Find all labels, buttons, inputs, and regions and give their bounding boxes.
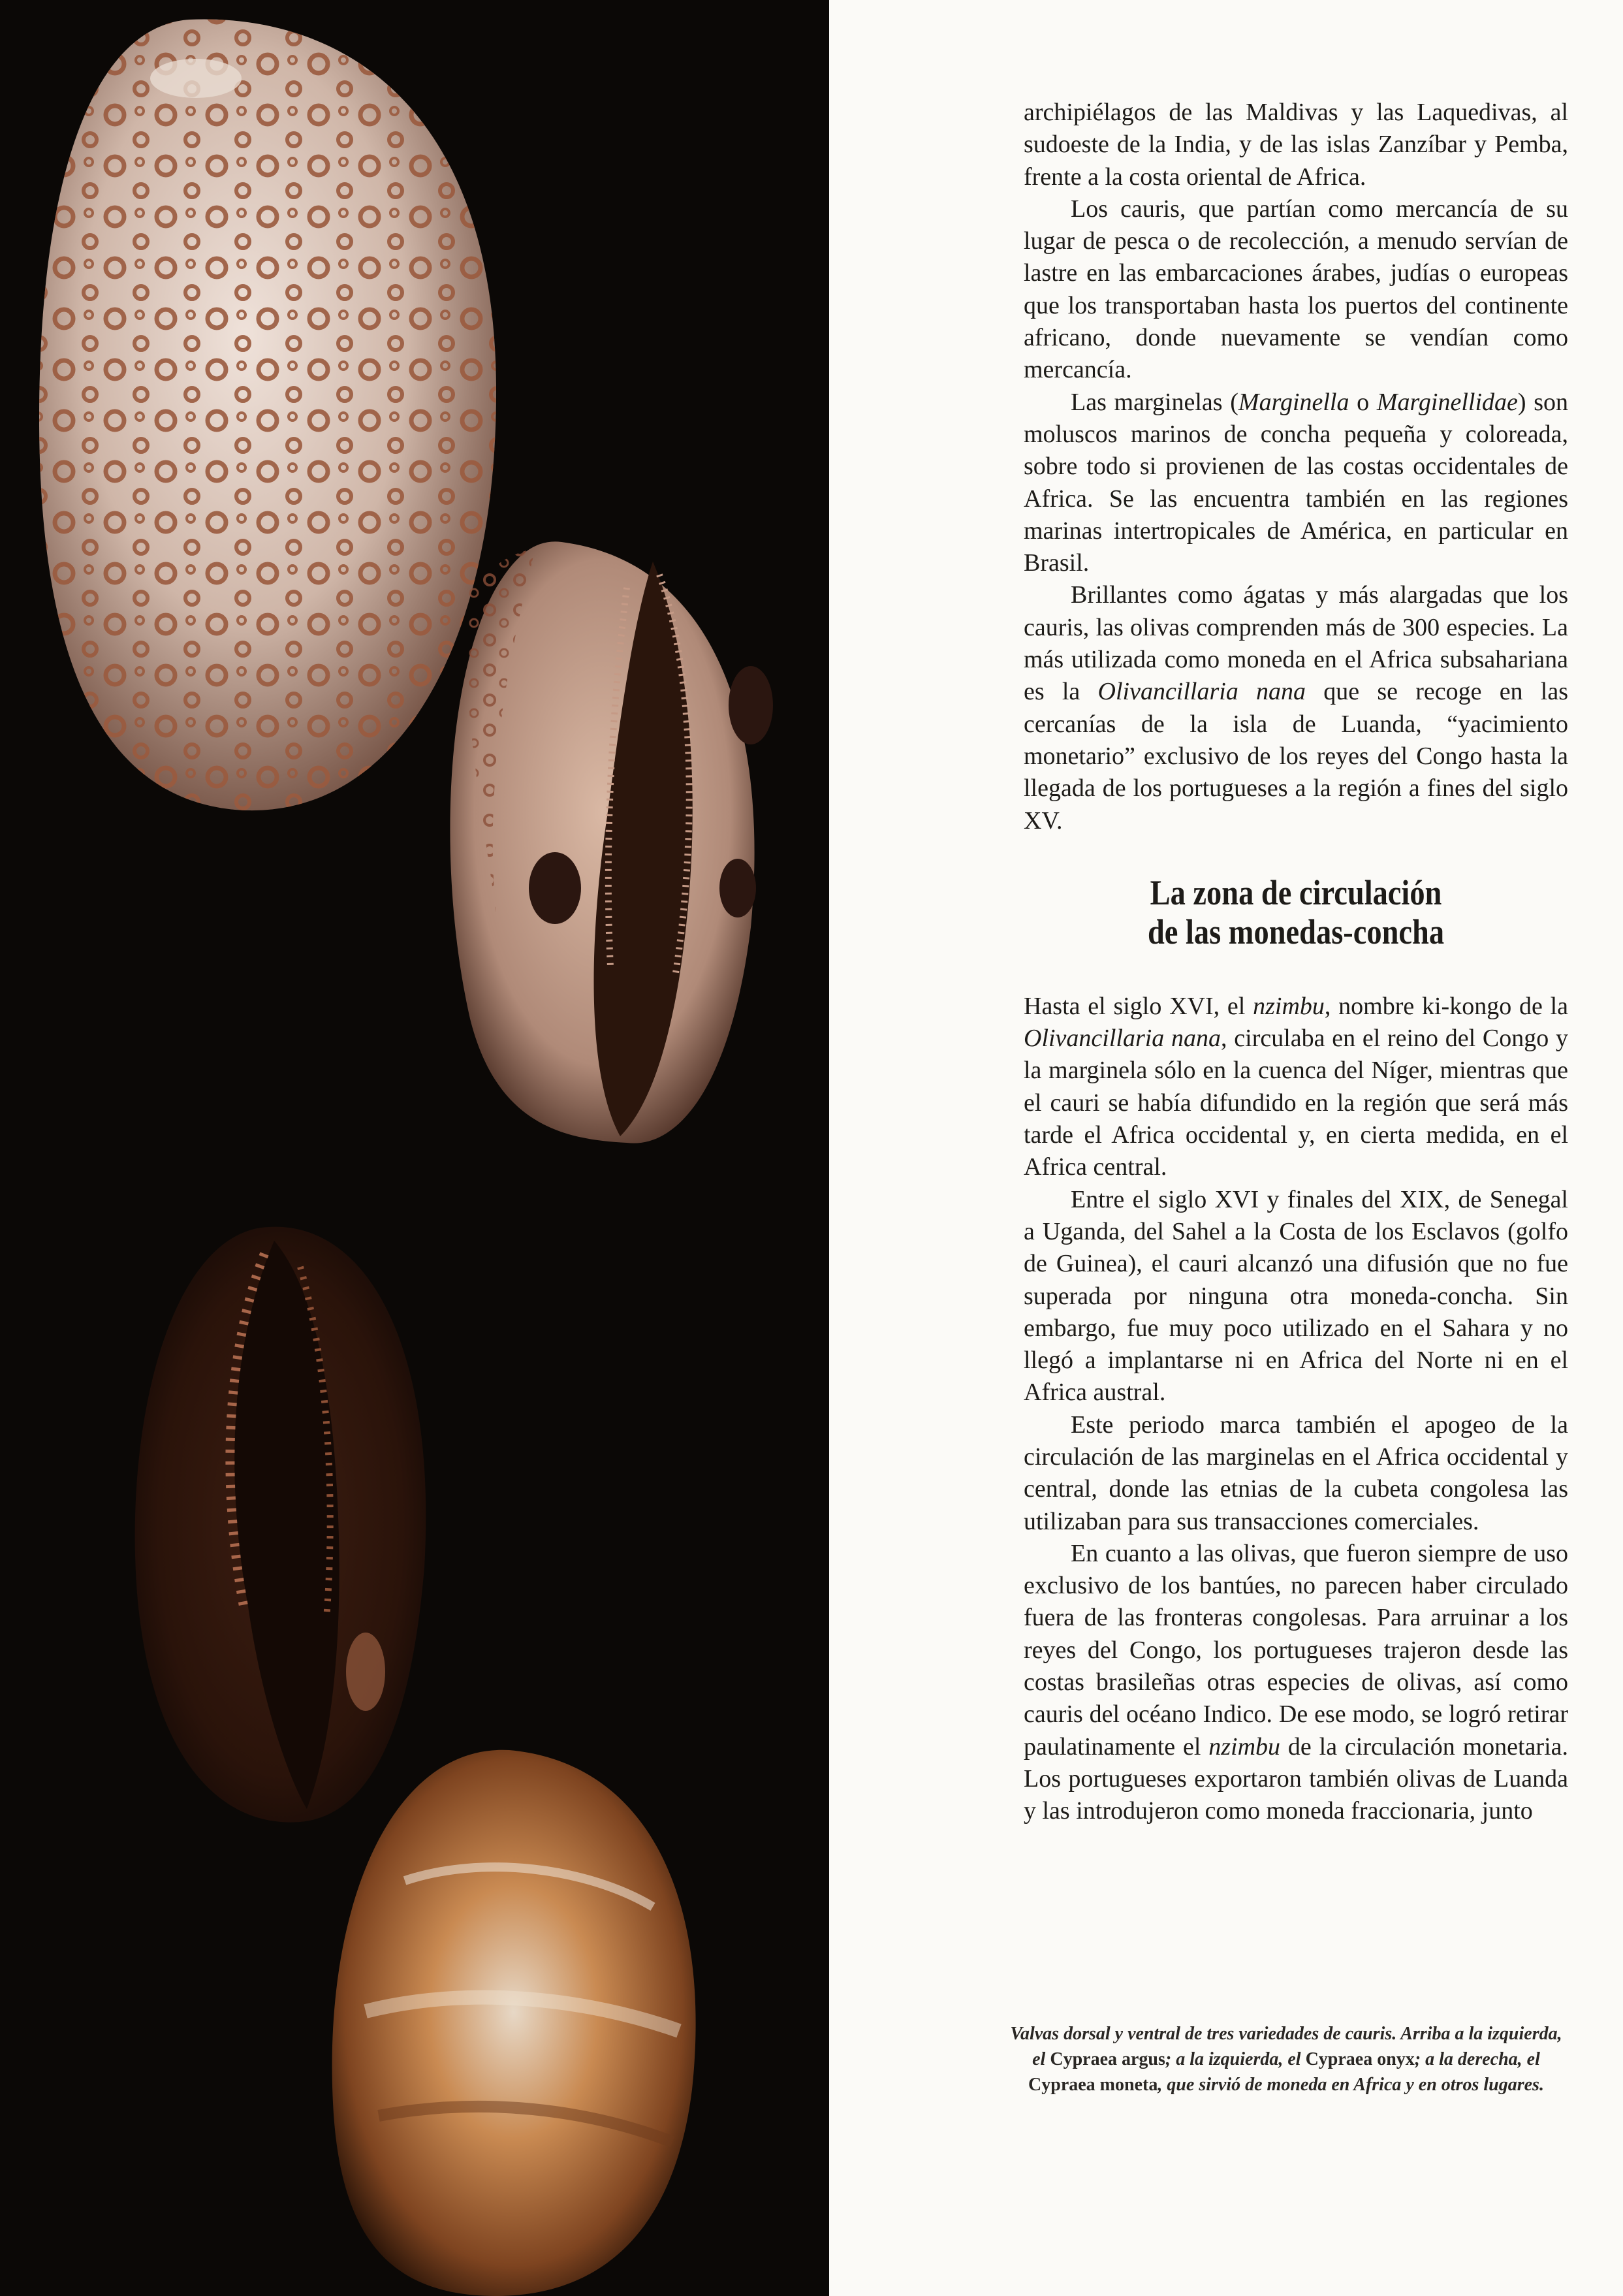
paragraph: archipiélagos de las Maldivas y las Laquedivas, al sudoeste de la India, y de las islas Zanzíbar y Pemba, frente a la costa oriental de Africa.	[1024, 99, 1568, 191]
section-heading: La zona de circulación de las monedas-concha	[1147, 872, 1445, 951]
paragraph: Brillantes como ágatas y más alargadas que los cauris, las olivas comprenden más de 300 especies. La más utilizada como moneda en el Africa subsahariana es la Olivancillaria nana que se recoge en las cercanías de la isla de Luanda, “yacimiento monetario” exclusivo de los reyes del Congo hasta la llegada de los portugueses a la región a fines del siglo XV.	[1024, 581, 1568, 835]
article-column	[1024, 97, 1568, 1828]
cypraea-moneta-dorsal-shape	[332, 1750, 696, 2296]
paragraph: Este periodo marca también el apogeo de la circulación de las marginelas en el Africa occidental y central, donde las etnias de la cubeta congolesa las utilizaban para sus transacciones comerciales.	[1024, 1411, 1568, 1535]
paragraph: Los cauris, que partían como mercancía de su lugar de pesca o de recolección, a menudo servían de lastre en las embarcaciones árabes, judías o europeas que los transportaban hasta los puertos del continente africano, donde nuevamente se vendían como mercancía.	[1024, 195, 1568, 384]
paragraph: Hasta el siglo XVI, el nzimbu, nombre ki-kongo de la Olivancillaria nana, circulaba en el reino del Congo y la marginela sólo en la cuenca del Níger, mientras que el cauri se había difundido en la región que será más tarde el Africa occidental y, en cierta medida, en el Africa central.	[1024, 992, 1569, 1181]
cypraea-argus-dorsal-shape	[39, 20, 496, 811]
cypraea-onyx-ventral-shape	[135, 1227, 426, 1823]
paragraph: Las marginelas (Marginella o Marginellidae) son moluscos marinos de concha pequeña y coloreada, sobre todo si provienen de las costas occidentales de Africa. Se las encuentra también en las regiones marinas intertropicales de América, en particular en Brasil.	[1024, 388, 1568, 577]
photo-caption: Valvas dorsal y ventral de tres variedades de cauris. Arriba a la izquierda, el Cypraea argus; a la izquierda, el Cypraea onyx; a la derecha, el Cypraea moneta, que sirvió de moneda en Africa y en otros lugares.	[1010, 2024, 1562, 2095]
paragraph: Entre el siglo XVI y finales del XIX, de Senegal a Uganda, del Sahel a la Costa de los Esclavos (golfo de Guinea), el cauri alcanzó una difusión que no fue superada por ninguna otra moneda-concha. Sin embargo, fue muy poco utilizado en el Sahara y no llegó a implantarse ni en Africa del Norte ni en el Africa austral.	[1024, 1185, 1568, 1407]
paragraph: En cuanto a las olivas, que fueron siempre de uso exclusivo de los bantúes, no parecen haber circulado fuera de las fronteras congolesas. Para arruinar a los reyes del Congo, los portugueses trajeron desde las costas brasileñas otras especies de olivas, así como cauris del océano Indico. De ese modo, se logró retirar paulatinamente el nzimbu de la circulación monetaria. Los portugueses exportaron también olivas de Luanda y las introdujeron como moneda fraccionaria, junto	[1024, 1539, 1568, 1825]
